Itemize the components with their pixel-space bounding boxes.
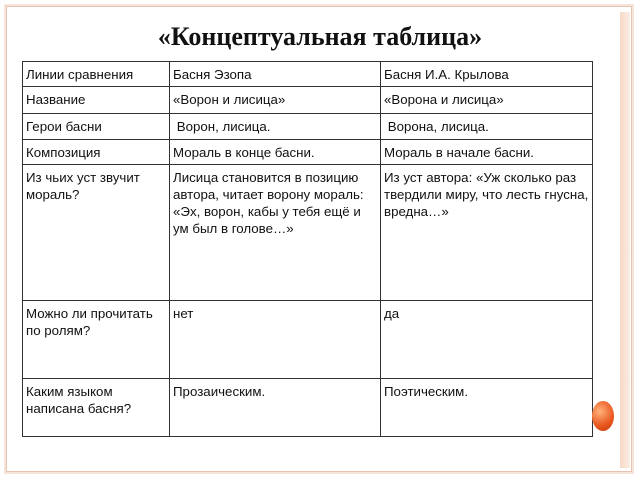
aesop-cell: Прозаическим.: [170, 379, 381, 437]
aesop-cell: Мораль в конце басни.: [170, 140, 381, 165]
row-label: Герои басни: [23, 114, 170, 140]
row-label: Можно ли прочитать по ролям?: [23, 301, 170, 379]
table-row: [23, 165, 593, 301]
krylov-cell: Поэтическим.: [381, 379, 593, 437]
table-row: [23, 114, 593, 140]
decorative-orb-icon: [592, 401, 614, 431]
aesop-cell: нет: [170, 301, 381, 379]
row-label: Каким языком написана басня?: [23, 379, 170, 437]
krylov-cell: Ворона, лисица.: [381, 114, 593, 140]
decorative-stripe: [620, 12, 630, 468]
table-header-row: [23, 62, 593, 87]
row-label: Композиция: [23, 140, 170, 165]
krylov-cell: да: [381, 301, 593, 379]
table-row: [23, 379, 593, 437]
header-cell: Басня Эзопа: [170, 62, 381, 87]
page-title: «Концептуальная таблица»: [157, 22, 483, 51]
header-cell: Линии сравнения: [23, 62, 170, 87]
header-cell: Басня И.А. Крылова: [381, 62, 593, 87]
krylov-cell: Из уст автора: «Уж сколько раз твердили миру, что лесть гнусна, вредна…»: [381, 165, 593, 301]
table-row: [23, 87, 593, 114]
table-row: [23, 140, 593, 165]
aesop-cell: «Ворон и лисица»: [170, 87, 381, 114]
aesop-cell: Лисица становится в позицию автора, читает ворону мораль: «Эх, ворон, кабы у тебя ещё и ум был в голове…»: [170, 165, 381, 301]
table-row: [23, 301, 593, 379]
row-label: Название: [23, 87, 170, 114]
row-label: Из чьих уст звучит мораль?: [23, 165, 170, 301]
comparison-table: [22, 61, 593, 437]
aesop-cell: Ворон, лисица.: [170, 114, 381, 140]
krylov-cell: «Ворона и лисица»: [381, 87, 593, 114]
krylov-cell: Мораль в начале басни.: [381, 140, 593, 165]
